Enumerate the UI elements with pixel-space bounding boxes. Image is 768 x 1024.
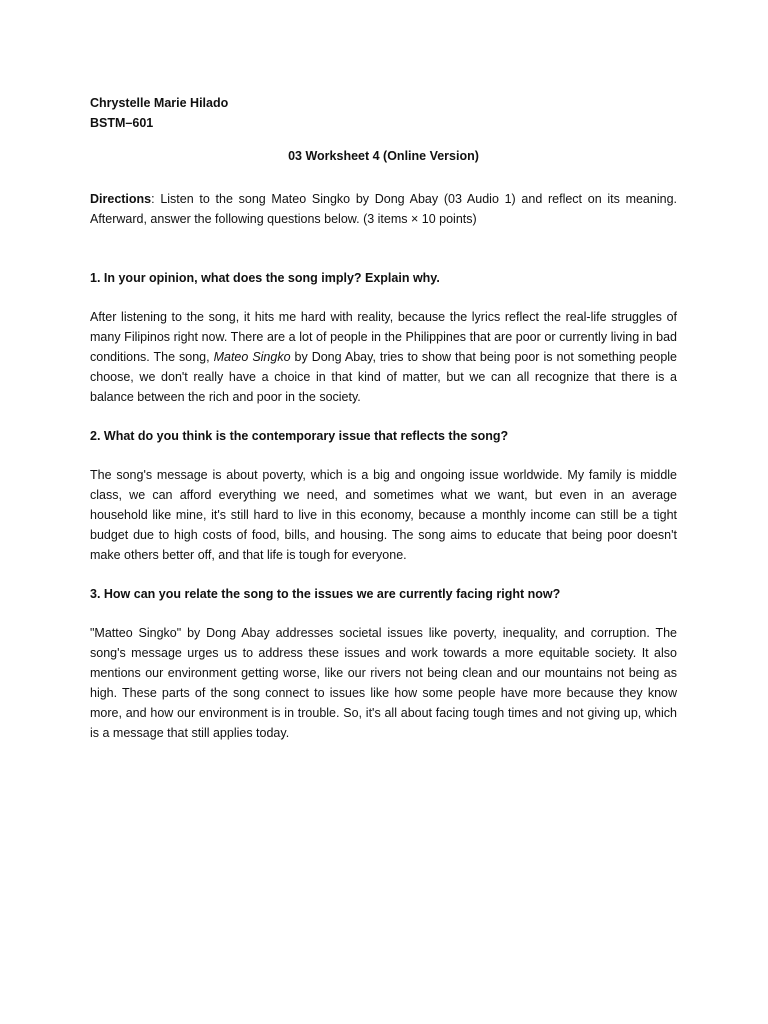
question-1: 1. In your opinion, what does the song imply? Explain why. <box>90 271 440 285</box>
section-code: BSTM–601 <box>90 116 154 130</box>
answer-2: The song's message is about poverty, which is a big and ongoing issue worldwide. My family is middle class, we can afford everything we need, and sometimes what we want, but even in an average household like mine, it's still hard to live in this economy, because a monthly income can still be a tight budget due to high costs of food, bills, and housing. The song aims to educate that being poor doesn't make others better off, and that life is tough for everyone. <box>90 468 677 562</box>
author-block <box>90 93 677 133</box>
directions-text: : Listen to the song Mateo Singko by Dong Abay (03 Audio 1) and reflect on its meaning. Afterward, answer the following questions below. (3 items × 10 points) <box>90 192 677 226</box>
answer-1-text-end: by Dong Abay, tries to show that being poor is not something people choose, we don't really have a choice in that kind of matter, but we can all recognize that there is a balance between the rich and poor in the society. <box>90 350 677 404</box>
directions-label: Directions <box>90 192 152 206</box>
answer-3: "Matteo Singko" by Dong Abay addresses societal issues like poverty, inequality, and corruption. The song's message urges us to address these issues and work towards a more equitable society. It also mentions our environment getting worse, like our rivers not being clean and our mountains not being as high. These parts of the song connect to issues like how some people have more because they know more, and how our environment is in trouble. So, it's all about facing tough times and not giving up, which is a message that still applies today. <box>90 626 677 740</box>
worksheet-title: 03 Worksheet 4 (Online Version) <box>288 149 479 163</box>
author-name: Chrystelle Marie Hilado <box>90 96 229 110</box>
answer-1-text-start: After listening to the song, it hits me hard with reality, because the lyrics reflect the real-life struggles of many Filipinos right now. There are a lot of people in the Philippines that are poor or currently living in bad conditions. The song, <box>90 310 677 364</box>
question-3: 3. How can you relate the song to the issues we are currently facing right now? <box>90 587 561 601</box>
document-body <box>90 93 677 743</box>
directions-paragraph <box>90 189 677 229</box>
answer-1 <box>90 307 677 407</box>
question-2: 2. What do you think is the contemporary issue that reflects the song? <box>90 429 509 443</box>
song-title-italic: Mateo Singko <box>213 350 291 364</box>
